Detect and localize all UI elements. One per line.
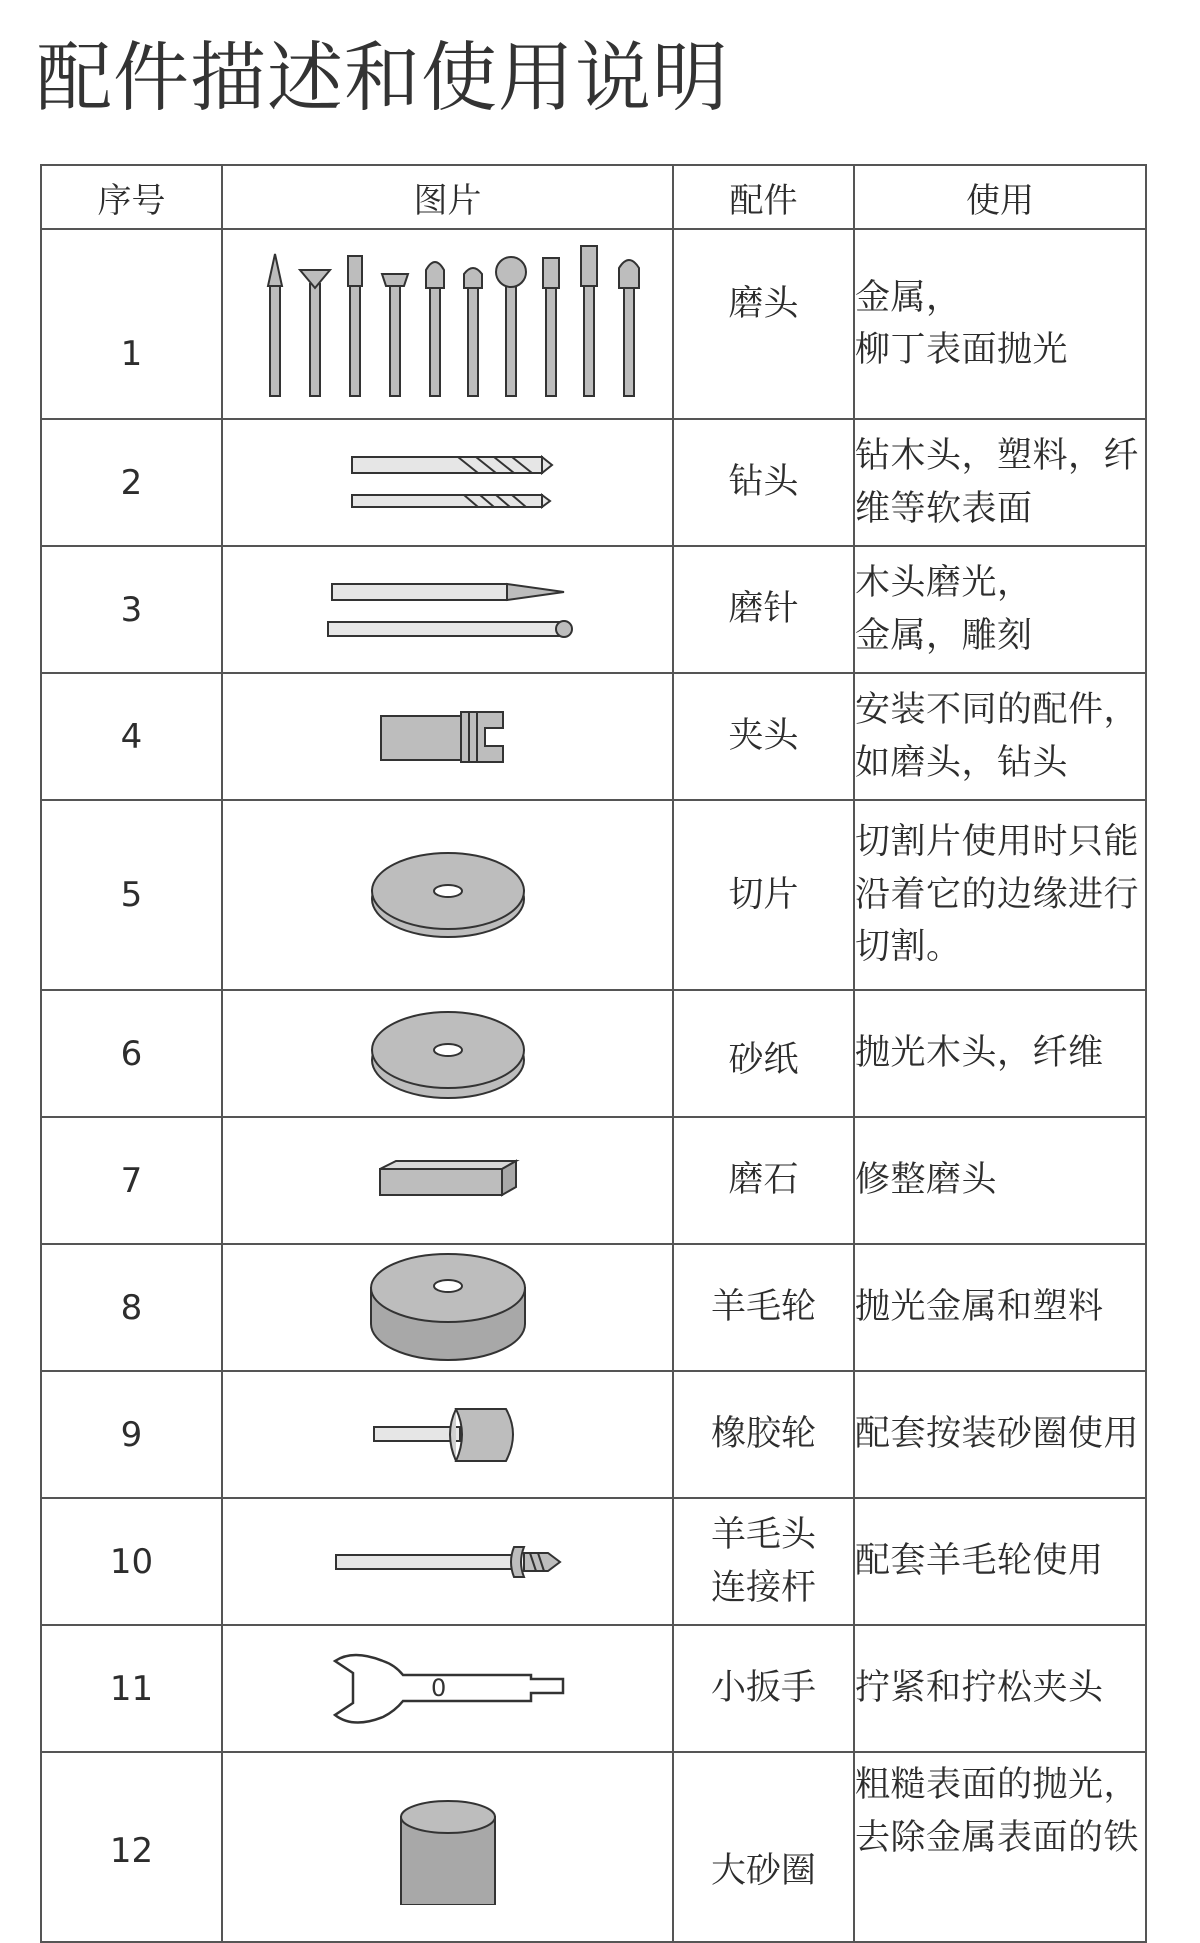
accessory-table (40, 164, 1147, 1943)
table-row (41, 229, 1146, 419)
table-row (41, 800, 1146, 990)
row-part: 磨石 (673, 1117, 854, 1244)
row-usage: 切割片使用时只能 沿着它的边缘进行 切割。 (854, 800, 1146, 990)
felt-wheel-icon (363, 1250, 533, 1366)
row-usage: 修整磨头 (854, 1117, 1146, 1244)
row-part: 大砂圈 (673, 1752, 854, 1942)
table-row (41, 1244, 1146, 1371)
header-number: 序号 (41, 165, 222, 229)
row-picture (222, 1117, 673, 1244)
cutting-disc-icon (363, 845, 533, 945)
row-usage: 金属， 柳丁表面抛光 (854, 229, 1146, 419)
table-row (41, 990, 1146, 1117)
row-number: 1 (41, 229, 222, 419)
row-number: 10 (41, 1498, 222, 1625)
row-picture (222, 546, 673, 673)
row-picture (222, 1752, 673, 1942)
row-number: 3 (41, 546, 222, 673)
row-picture (222, 1371, 673, 1498)
sanding-band-icon (393, 1795, 503, 1905)
row-number: 8 (41, 1244, 222, 1371)
sanding-disc-icon (363, 1004, 533, 1104)
table-row (41, 1752, 1146, 1942)
row-part: 钻头 (673, 419, 854, 546)
row-picture (222, 1244, 673, 1371)
row-number: 6 (41, 990, 222, 1117)
wrench-mark: 0 (430, 1673, 446, 1702)
wrench-icon (313, 1639, 583, 1739)
table-row (41, 1498, 1146, 1625)
engraving-needles-icon (318, 570, 578, 650)
table-row (41, 1625, 1146, 1752)
header-part: 配件 (673, 165, 854, 229)
row-part: 磨针 (673, 546, 854, 673)
row-number: 7 (41, 1117, 222, 1244)
table-header-row (41, 165, 1146, 229)
row-number: 2 (41, 419, 222, 546)
table-row (41, 673, 1146, 800)
row-usage: 粗糙表面的抛光， 去除金属表面的铁 (854, 1752, 1146, 1942)
row-part: 羊毛头 连接杆 (673, 1498, 854, 1625)
row-usage: 配套羊毛轮使用 (854, 1498, 1146, 1625)
row-number: 11 (41, 1625, 222, 1752)
row-picture (222, 990, 673, 1117)
collet-chuck-icon (373, 702, 523, 772)
dressing-stone-icon (368, 1151, 528, 1211)
mandrel-rod-icon (328, 1537, 568, 1587)
row-picture (222, 419, 673, 546)
row-part: 夹头 (673, 673, 854, 800)
row-part: 羊毛轮 (673, 1244, 854, 1371)
header-picture: 图片 (222, 165, 673, 229)
table-row (41, 1117, 1146, 1244)
row-part: 砂纸 (673, 990, 854, 1117)
row-usage: 木头磨光， 金属，雕刻 (854, 546, 1146, 673)
row-usage: 配套按装砂圈使用 (854, 1371, 1146, 1498)
row-part: 磨头 (673, 229, 854, 419)
row-picture (222, 800, 673, 990)
row-picture (222, 1498, 673, 1625)
table-row (41, 1371, 1146, 1498)
header-usage: 使用 (854, 165, 1146, 229)
row-number: 5 (41, 800, 222, 990)
table-row (41, 419, 1146, 546)
row-number: 12 (41, 1752, 222, 1942)
grinding-heads-icon (238, 244, 658, 404)
row-usage: 抛光金属和塑料 (854, 1244, 1146, 1371)
row-usage: 抛光木头，纤维 (854, 990, 1146, 1117)
drill-bits-icon (338, 443, 558, 523)
row-usage: 安装不同的配件， 如磨头，钻头 (854, 673, 1146, 800)
row-part: 切片 (673, 800, 854, 990)
table-row (41, 546, 1146, 673)
rubber-wheel-icon (368, 1395, 528, 1475)
row-picture (222, 229, 673, 419)
page-title: 配件描述和使用说明 (36, 33, 729, 122)
row-part: 橡胶轮 (673, 1371, 854, 1498)
row-part: 小扳手 (673, 1625, 854, 1752)
row-picture (222, 1625, 673, 1752)
row-picture (222, 673, 673, 800)
row-usage: 拧紧和拧松夹头 (854, 1625, 1146, 1752)
row-number: 9 (41, 1371, 222, 1498)
row-number: 4 (41, 673, 222, 800)
row-usage: 钻木头，塑料，纤 维等软表面 (854, 419, 1146, 546)
